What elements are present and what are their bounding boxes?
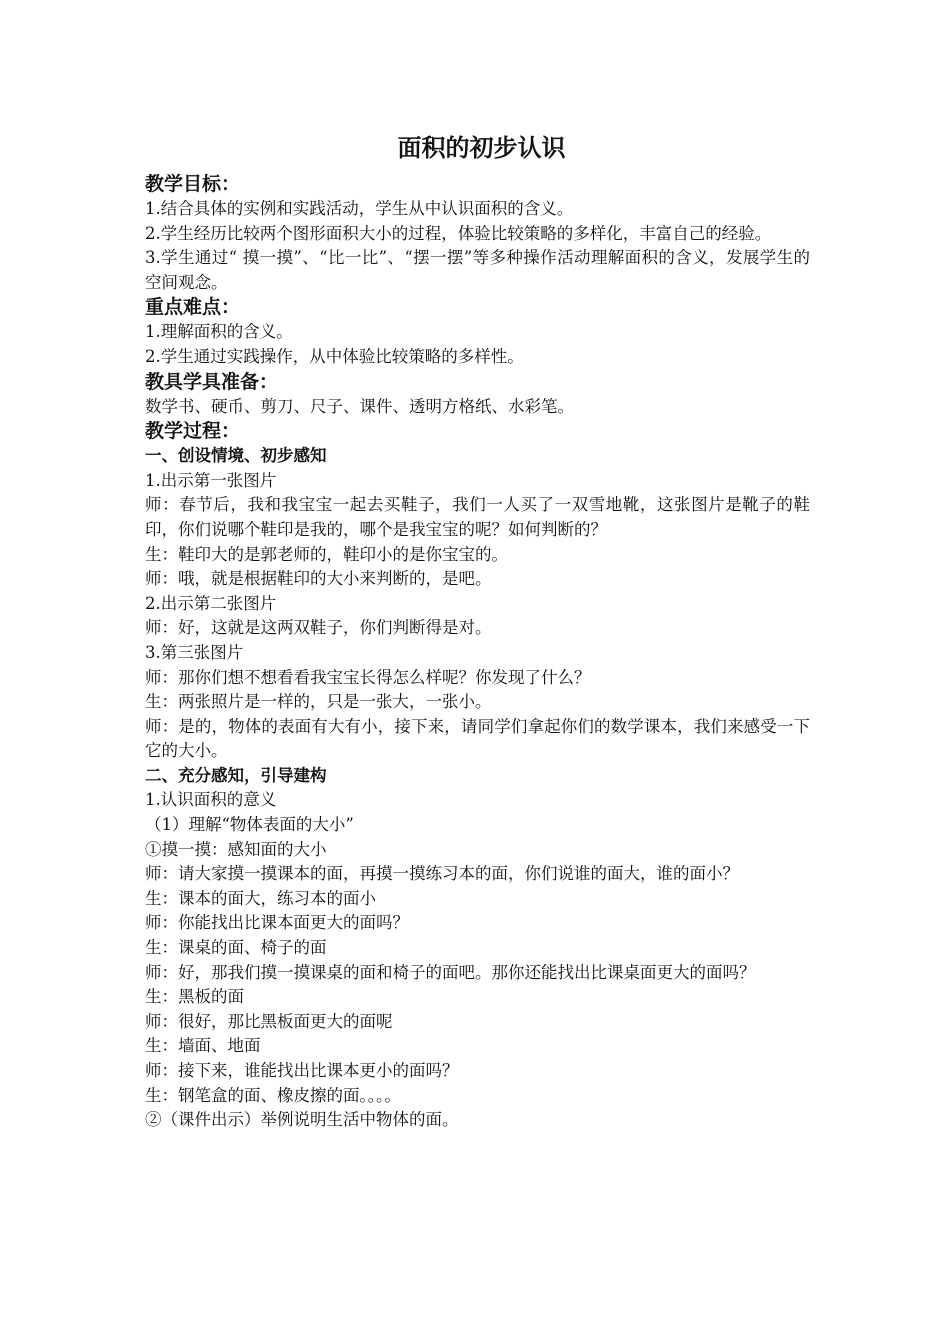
section1-heading: 一、创设情境、初步感知 <box>145 446 327 466</box>
tools-heading: 教具学具准备： <box>145 370 279 393</box>
section2-line: 师：请大家摸一摸课本的面，再摸一摸练习本的面，你们说谁的面大，谁的面小？ <box>145 864 739 884</box>
keypoint-item: 2.学生通过实践操作，从中体验比较策略的多样性。 <box>145 346 524 366</box>
goals-heading: 教学目标： <box>145 173 241 195</box>
section1-line: 2.出示第二张图片 <box>145 593 277 613</box>
section1-line: 1.出示第一张图片 <box>145 470 277 490</box>
goal-item: 2.学生经历比较两个图形面积大小的过程，体验比较策略的多样化，丰富自己的经验。 <box>145 223 772 243</box>
section1-line: 3.第三张图片 <box>145 642 244 662</box>
tools-text: 数学书、硬币、剪刀、尺子、课件、透明方格纸、水彩笔。 <box>145 396 574 416</box>
section2-line: （1）理解“物体表面的大小” <box>145 815 354 835</box>
goal-item: 3.学生通过“ 摸一摸”、“比一比”、“摆一摆”等多种操作活动理解面积的含义，发展学生的空间观念。 <box>145 248 810 292</box>
section2-line: 生：墙面、地面 <box>145 1036 261 1056</box>
section1-line: 师：好，这就是这两双鞋子，你们判断得是对。 <box>145 618 492 638</box>
keypoint-item: 1.理解面积的含义。 <box>145 322 293 342</box>
section2-line: 师：接下来，谁能找出比课本更小的面吗？ <box>145 1061 459 1080</box>
section1-line: 师：是的，物体的表面有大有小，接下来，请同学们拿起你们的数学课本，我们来感受一下它的大小。 <box>145 716 810 761</box>
document-page <box>145 128 810 1133</box>
keypoints-heading: 重点难点： <box>145 296 241 319</box>
section2-line: 师：好，那我们摸一摸课桌的面和椅子的面吧。那你还能找出比课桌面更大的面吗？ <box>145 962 756 982</box>
section1-line: 生：鞋印大的是郭老师的，鞋印小的是你宝宝的。 <box>145 544 508 564</box>
process-heading: 教学过程： <box>145 420 241 443</box>
section2-line: 1.认识面积的意义 <box>145 790 277 810</box>
section1-line: 生：两张照片是一样的，只是一张大，一张小。 <box>145 692 492 712</box>
section2-line: 师：你能找出比课本面更大的面吗？ <box>145 913 409 933</box>
document-title: 面积的初步认识 <box>397 134 566 162</box>
section2-heading: 二、充分感知，引导建构 <box>145 765 327 785</box>
section1-line: 师：哦，就是根据鞋印的大小来判断的，是吧。 <box>145 569 492 589</box>
section2-line: ②（课件出示）举例说明生活中物体的面。 <box>145 1110 459 1130</box>
section2-line: ①摸一摸：感知面的大小 <box>145 839 327 859</box>
section2-line: 生：钢笔盒的面、橡皮擦的面。。。。 <box>145 1085 401 1105</box>
section2-line: 生：课本的面大，练习本的面小 <box>145 888 376 908</box>
section2-line: 师：很好，那比黑板面更大的面呢 <box>145 1011 393 1031</box>
section2-line: 生：课桌的面、椅子的面 <box>145 938 327 958</box>
section1-line: 师：那你们想不想看看我宝宝长得怎么样呢？你发现了什么？ <box>145 667 591 687</box>
section2-line: 生：黑板的面 <box>145 987 244 1007</box>
section1-line: 师：春节后，我和我宝宝一起去买鞋子，我们一人买了一双雪地靴，这张图片是靴子的鞋印，你们说哪个鞋印是我的，哪个是我宝宝的呢？如何判断的？ <box>145 495 810 539</box>
goal-item: 1.结合具体的实例和实践活动，学生从中认识面积的含义。 <box>145 199 574 218</box>
